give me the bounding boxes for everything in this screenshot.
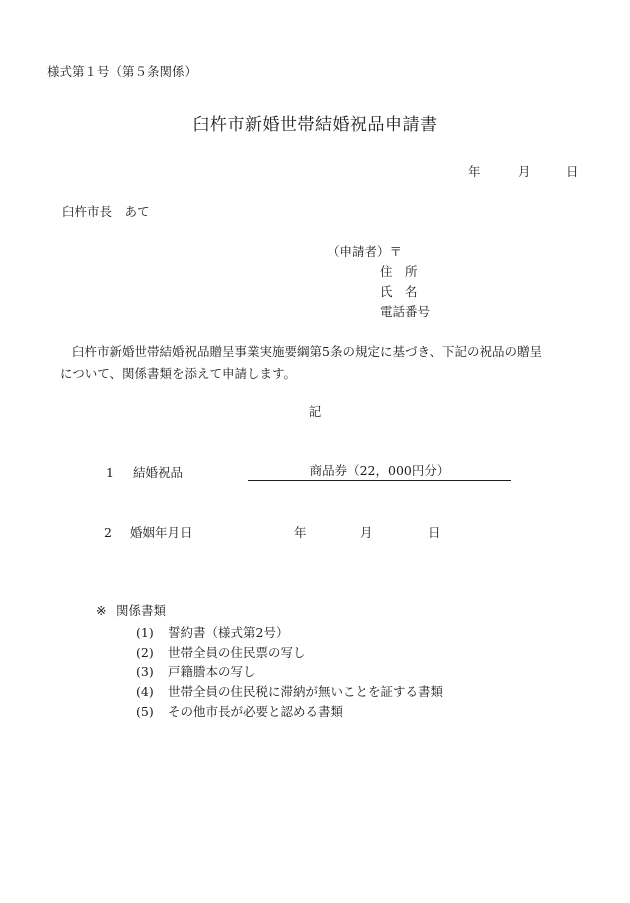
marriage-year-label: 年 — [294, 525, 307, 540]
addressee: 臼杵市長 あて — [62, 204, 150, 219]
marriage-day-label: 日 — [428, 525, 441, 540]
gift-value: 商品券（22，000円分） — [309, 463, 450, 478]
note-mark: ※ — [96, 603, 107, 618]
phone-label: 電話番号 — [380, 304, 431, 319]
applicant-heading: （申請者）〒 — [327, 244, 403, 259]
gift-value-field — [248, 463, 511, 481]
date-day-label: 日 — [566, 164, 579, 179]
item-label: 婚姻年月日 — [130, 525, 193, 540]
documents-heading: 関係書類 — [116, 603, 167, 618]
document-title: 臼杵市新婚世帯結婚祝品申請書 — [192, 115, 438, 135]
body-line-1: 臼杵市新婚世帯結婚祝品贈呈事業実施要綱第5条の規定に基づき、下記の祝品の贈呈 — [72, 344, 542, 359]
list-item-number: (4) — [136, 684, 154, 699]
marriage-month-label: 月 — [360, 525, 373, 540]
body-line-2: について、関係書類を添えて申請します。 — [60, 366, 297, 381]
list-item-number: (5) — [136, 704, 154, 719]
list-item-number: (3) — [136, 664, 154, 679]
list-item: 世帯全員の住民票の写し — [168, 645, 306, 660]
list-item: 誓約書（様式第2号） — [168, 625, 289, 640]
item-number: 1 — [106, 465, 114, 480]
item-label: 結婚祝品 — [133, 465, 184, 480]
list-item-number: (1) — [136, 625, 154, 640]
address-label: 住 所 — [380, 264, 418, 279]
date-year-label: 年 — [468, 164, 481, 179]
date-month-label: 月 — [518, 164, 531, 179]
ki-heading: 記 — [308, 404, 322, 419]
name-label: 氏 名 — [380, 284, 418, 299]
list-item: 世帯全員の住民税に滞納が無いことを証する書類 — [168, 684, 444, 699]
form-number: 様式第１号（第５条関係） — [47, 64, 198, 79]
item-number: 2 — [104, 525, 112, 540]
list-item: 戸籍謄本の写し — [168, 664, 256, 679]
list-item: その他市長が必要と認める書類 — [168, 704, 344, 719]
list-item-number: (2) — [136, 645, 154, 660]
